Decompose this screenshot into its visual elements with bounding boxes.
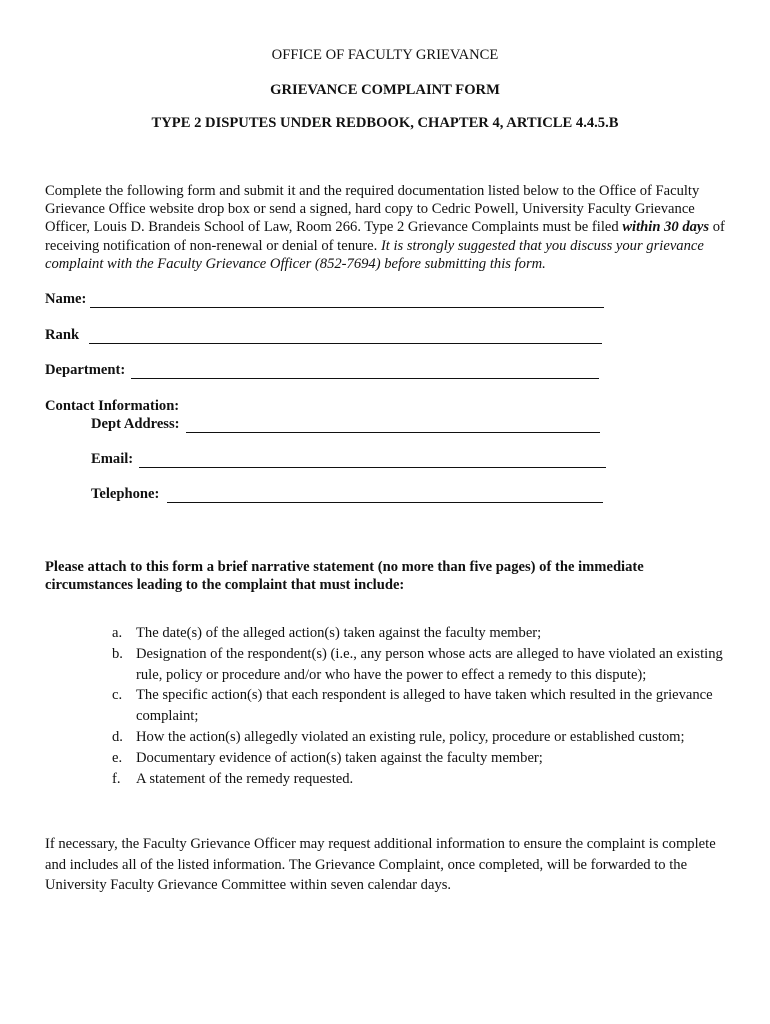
contact-field — [45, 398, 179, 415]
list-item — [106, 748, 726, 769]
list-text: How the action(s) allegedly violated an existing rule, policy, procedure or established custom; — [136, 728, 685, 745]
dept-address-line[interactable] — [186, 418, 600, 433]
list-item — [106, 644, 726, 686]
dept-address-label: Dept Address: — [91, 416, 180, 432]
list-item — [106, 727, 726, 748]
list-text: A statement of the remedy requested. — [136, 770, 354, 787]
list-marker: e. — [112, 749, 123, 766]
form-title: GRIEVANCE COMPLAINT FORM — [270, 82, 500, 98]
list-text: Documentary evidence of action(s) taken against the faculty member; — [136, 749, 543, 766]
list-text: The specific action(s) that each respondent is alleged to have taken which resulted in the grievance complaint; — [136, 687, 713, 725]
telephone-field — [91, 486, 603, 503]
closing-paragraph: If necessary, the Faculty Grievance Officer may request additional information to ensure the complaint is complete and includes all of the listed information. The Grievance Complaint, once completed, will be forwarded to the University Faculty Grievance Committee within seven calendar days. — [45, 836, 716, 893]
dispute-type-heading: TYPE 2 DISPUTES UNDER REDBOOK, CHAPTER 4, ARTICLE 4.4.5.B — [151, 115, 619, 131]
filing-deadline: within 30 days — [622, 219, 710, 236]
office-heading: OFFICE OF FACULTY GRIEVANCE — [271, 47, 499, 63]
list-text: The date(s) of the alleged action(s) taken against the faculty member; — [136, 625, 542, 641]
department-label: Department: — [45, 362, 126, 378]
contact-label: Contact Information: — [45, 398, 180, 414]
email-label: Email: — [91, 451, 134, 467]
name-field — [45, 291, 604, 308]
list-marker: a. — [112, 625, 123, 641]
name-line[interactable] — [90, 293, 604, 308]
department-line[interactable] — [131, 364, 599, 379]
rank-label: Rank — [45, 327, 80, 343]
rank-line[interactable] — [89, 329, 602, 344]
list-item — [106, 769, 726, 790]
intro-suggestion: It is strongly suggested that you discuss your grievance complaint with the Faculty Grievance Officer (852-7694) before submitting this form. — [45, 237, 704, 272]
list-marker: d. — [112, 728, 123, 745]
email-field — [91, 451, 606, 468]
dept-address-field — [91, 416, 600, 433]
list-marker: b. — [112, 645, 123, 662]
list-text: Designation of the respondent(s) (i.e., any person whose acts are alleged to have violated an existing rule, policy or procedure and/or who have the power to effect a remedy to this dispute); — [136, 645, 723, 683]
list-item — [106, 685, 726, 727]
list-marker: f. — [112, 770, 121, 787]
list-item — [106, 623, 726, 644]
list-marker: c. — [112, 687, 123, 704]
intro-text-2: of receiving notification of non-renewal or denial of tenure. — [45, 219, 725, 254]
requirements-list — [106, 623, 726, 789]
rank-field — [45, 327, 602, 344]
department-field — [45, 362, 599, 379]
intro-paragraph — [45, 182, 735, 273]
attachment-instructions: Please attach to this form a brief narrative statement (no more than five pages) of the immediate circumstances leading to the complaint that must include: — [45, 559, 644, 594]
email-line[interactable] — [139, 453, 606, 468]
name-label: Name: — [45, 291, 87, 307]
telephone-label: Telephone: — [91, 486, 160, 502]
intro-text-1: Complete the following form and submit it and the required documentation listed below to the Office of Faculty Grievance Office website drop box or send a signed, hard copy to Cedric Powell, University Faculty Grievance Officer, Louis D. Brandeis School of Law, Room 266. Type 2 Grievance Complaints must be filed — [45, 183, 700, 236]
telephone-line[interactable] — [167, 488, 603, 503]
